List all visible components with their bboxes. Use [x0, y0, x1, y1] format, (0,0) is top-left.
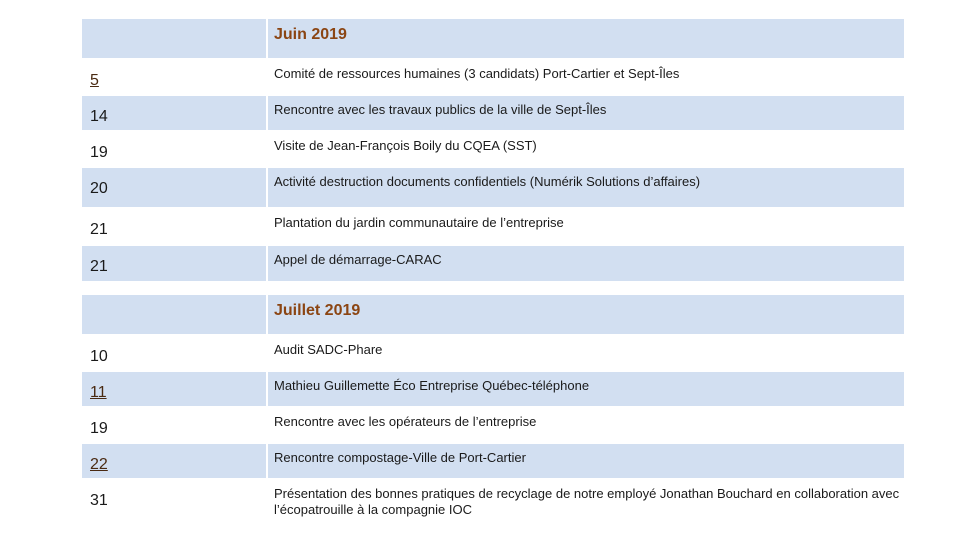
july-2019-table — [80, 293, 906, 522]
table-row — [81, 479, 905, 521]
june-header-row — [81, 18, 905, 59]
table-row — [81, 208, 905, 245]
row-description: Rencontre compostage-Ville de Port-Cartier — [267, 443, 905, 479]
table-row — [81, 371, 905, 407]
row-day: 14 — [81, 95, 267, 131]
june-2019-table — [80, 17, 906, 283]
table-row — [81, 407, 905, 443]
row-day: 21 — [81, 245, 267, 282]
row-description: Comité de ressources humaines (3 candidats) Port-Cartier et Sept-Îles — [267, 59, 905, 95]
row-description: Plantation du jardin communautaire de l’entreprise — [267, 208, 905, 245]
table-row — [81, 131, 905, 167]
row-day: 20 — [81, 167, 267, 208]
row-day[interactable]: 11 — [81, 371, 267, 407]
row-day[interactable]: 5 — [81, 59, 267, 95]
header-empty-cell — [81, 294, 267, 335]
row-description: Appel de démarrage-CARAC — [267, 245, 905, 282]
row-description: Activité destruction documents confidentiels (Numérik Solutions d’affaires) — [267, 167, 905, 208]
row-day: 31 — [81, 479, 267, 521]
row-description: Audit SADC-Phare — [267, 335, 905, 371]
row-description: Visite de Jean-François Boily du CQEA (SST) — [267, 131, 905, 167]
row-day: 10 — [81, 335, 267, 371]
row-day: 21 — [81, 208, 267, 245]
july-title: Juillet 2019 — [267, 294, 905, 335]
july-table-wrap — [80, 293, 904, 522]
table-row — [81, 443, 905, 479]
row-description: Mathieu Guillemette Éco Entreprise Québec-téléphone — [267, 371, 905, 407]
june-title: Juin 2019 — [267, 18, 905, 59]
row-description: Rencontre avec les travaux publics de la ville de Sept-Îles — [267, 95, 905, 131]
table-row — [81, 95, 905, 131]
june-table-wrap — [80, 17, 904, 283]
table-row — [81, 167, 905, 208]
table-row — [81, 245, 905, 282]
row-day: 19 — [81, 407, 267, 443]
july-header-row — [81, 294, 905, 335]
row-day[interactable]: 22 — [81, 443, 267, 479]
table-row — [81, 335, 905, 371]
row-day: 19 — [81, 131, 267, 167]
row-description: Présentation des bonnes pratiques de recyclage de notre employé Jonathan Bouchard en collaboration avec l’écopatrouille à la compagnie IOC — [267, 479, 905, 521]
table-row — [81, 59, 905, 95]
row-description: Rencontre avec les opérateurs de l’entreprise — [267, 407, 905, 443]
header-empty-cell — [81, 18, 267, 59]
